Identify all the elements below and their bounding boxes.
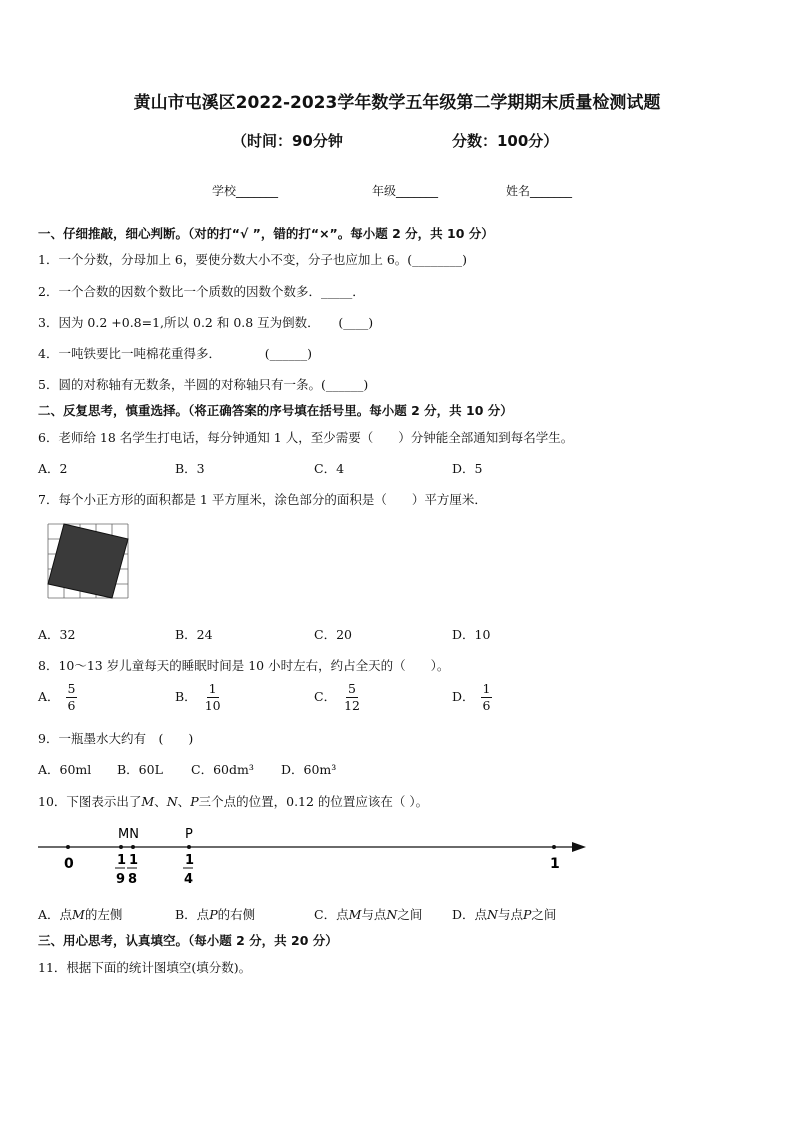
label-zero: 0 bbox=[64, 856, 74, 872]
opt-text: C．点 bbox=[314, 907, 349, 922]
exam-time: （时间：90分钟 bbox=[232, 132, 343, 150]
q8-option-d-fraction bbox=[481, 682, 493, 713]
grade-field[interactable]: 年级_______ bbox=[372, 184, 439, 198]
q10-option-d[interactable] bbox=[452, 905, 556, 923]
page-title: 黄山市屯溪区2022-2023学年数学五年级第二学期期末质量检测试题 bbox=[133, 93, 661, 113]
denominator: 12 bbox=[344, 697, 360, 713]
point-1 bbox=[552, 845, 556, 849]
var-n: N bbox=[386, 907, 398, 922]
question-11: 11．根据下面的统计图填空(填分数)。 bbox=[38, 960, 252, 975]
var-n: N bbox=[487, 907, 498, 922]
q10-text-pre: 10．下图表示出了 bbox=[38, 794, 142, 809]
opt-text: 之间 bbox=[397, 907, 423, 922]
q9-option-d[interactable]: D．60m³ bbox=[281, 762, 337, 777]
var-m: M bbox=[72, 907, 85, 922]
q8-option-d-label: D． bbox=[452, 688, 475, 704]
var-m: M bbox=[141, 794, 155, 809]
opt-text: 之间 bbox=[531, 907, 557, 922]
name-field[interactable]: 姓名_______ bbox=[506, 184, 573, 198]
section-2-heading: 二、反复思考，慎重选择。（将正确答案的序号填在括号里。每小题 2 分，共 10 分） bbox=[38, 403, 513, 418]
opt-text: 的右侧 bbox=[217, 907, 256, 922]
q6-option-b[interactable]: B．3 bbox=[175, 461, 205, 476]
point-p bbox=[187, 845, 191, 849]
opt-text: A．点 bbox=[38, 907, 73, 922]
q7-option-c[interactable]: C．20 bbox=[314, 627, 352, 642]
q6-option-d[interactable]: D．5 bbox=[452, 461, 483, 476]
var-n: N bbox=[166, 794, 178, 809]
frac-m-den: 9 bbox=[116, 872, 126, 887]
q8-option-a[interactable] bbox=[38, 682, 77, 713]
point-n bbox=[131, 845, 135, 849]
numerator: 1 bbox=[482, 681, 491, 696]
q10-text-post: 三个点的位置，0.12 的位置应该在（ ）。 bbox=[198, 794, 429, 809]
opt-text: 与点 bbox=[497, 907, 523, 922]
number-line bbox=[30, 822, 600, 894]
q7-option-d[interactable]: D．10 bbox=[452, 627, 491, 642]
q7-option-a[interactable]: A．32 bbox=[38, 627, 76, 642]
shaded-square bbox=[48, 524, 128, 598]
opt-text: 的左侧 bbox=[84, 907, 123, 922]
numerator: 5 bbox=[67, 681, 76, 696]
question-4: 4．一吨铁要比一吨棉花重得多． (______) bbox=[38, 346, 312, 361]
denominator: 10 bbox=[204, 697, 221, 713]
q8-option-a-label: A． bbox=[38, 688, 60, 704]
q8-option-a-fraction bbox=[66, 682, 78, 713]
section-1-heading: 一、仔细推敲，细心判断。（对的打“√ ”，错的打“×”。每小题 2 分，共 10 分） bbox=[38, 226, 494, 241]
q6-option-c[interactable]: C．4 bbox=[314, 461, 345, 476]
denominator: 6 bbox=[482, 697, 491, 713]
arrow-icon bbox=[572, 842, 586, 852]
question-2: 2．一个合数的因数个数比一个质数的因数个数多．_____． bbox=[38, 284, 365, 299]
q8-option-c-fraction bbox=[342, 682, 362, 713]
point-0 bbox=[66, 845, 70, 849]
numerator: 5 bbox=[348, 681, 356, 696]
question-10 bbox=[38, 792, 428, 810]
label-one: 1 bbox=[550, 856, 560, 872]
label-mn: MN bbox=[118, 827, 139, 842]
opt-text: D．点 bbox=[452, 907, 488, 922]
frac-p-num: 1 bbox=[185, 853, 195, 868]
q10-sep: 、 bbox=[154, 794, 167, 809]
q8-option-b-label: B． bbox=[175, 688, 197, 704]
denominator: 6 bbox=[67, 697, 76, 713]
exam-score: 分数：100分） bbox=[452, 132, 559, 150]
q10-option-b[interactable] bbox=[175, 905, 255, 923]
frac-p-den: 4 bbox=[184, 872, 194, 887]
var-p: P bbox=[209, 907, 218, 922]
question-7: 7．每个小正方形的面积都是 1 平方厘米，涂色部分的面积是（ ）平方厘米． bbox=[38, 492, 487, 507]
q8-option-c[interactable] bbox=[314, 682, 362, 713]
var-p: P bbox=[190, 794, 199, 809]
opt-text: B．点 bbox=[175, 907, 210, 922]
frac-m-num: 1 bbox=[117, 853, 127, 868]
label-p: P bbox=[185, 827, 193, 842]
point-m bbox=[119, 845, 123, 849]
q8-option-d[interactable] bbox=[452, 682, 492, 713]
grid-figure bbox=[47, 523, 129, 599]
q6-option-a[interactable]: A．2 bbox=[38, 461, 68, 476]
section-3-heading: 三、用心思考，认真填空。（每小题 2 分，共 20 分） bbox=[38, 933, 338, 948]
frac-n-num: 1 bbox=[129, 853, 139, 868]
q8-option-b[interactable] bbox=[175, 682, 223, 713]
q8-option-b-fraction bbox=[203, 682, 223, 713]
q10-option-c[interactable] bbox=[314, 905, 422, 923]
q9-option-a[interactable]: A．60ml bbox=[38, 762, 92, 777]
school-field[interactable]: 学校_______ bbox=[212, 184, 279, 198]
var-m: M bbox=[348, 907, 362, 922]
question-8: 8．10～13 岁儿童每天的睡眠时间是 10 小时左右，约占全天的（ ）。 bbox=[38, 658, 450, 673]
question-5: 5．圆的对称轴有无数条，半圆的对称轴只有一条。(______) bbox=[38, 377, 369, 392]
q9-option-b[interactable]: B．60L bbox=[117, 762, 163, 777]
q10-option-a[interactable] bbox=[38, 905, 122, 923]
var-p: P bbox=[522, 907, 532, 922]
numerator: 1 bbox=[208, 681, 217, 696]
q9-option-c[interactable]: C．60dm³ bbox=[191, 762, 254, 777]
q7-option-b[interactable]: B．24 bbox=[175, 627, 213, 642]
question-1: 1．一个分数，分母加上 6，要使分数大小不变，分子也应加上 6。(________) bbox=[38, 252, 468, 267]
q10-sep: 、 bbox=[177, 794, 191, 809]
question-9: 9．一瓶墨水大约有 ( ) bbox=[38, 731, 194, 746]
frac-n-den: 8 bbox=[128, 872, 138, 887]
question-6: 6．老师给 18 名学生打电话，每分钟通知 1 人，至少需要（ ）分钟能全部通知到每名学生。 bbox=[38, 430, 574, 445]
question-3: 3．因为 0.2 +0.8=1,所以 0.2 和 0.8 互为倒数． (____) bbox=[38, 315, 374, 330]
opt-text: 与点 bbox=[361, 907, 387, 922]
q8-option-c-label: C． bbox=[314, 688, 337, 704]
